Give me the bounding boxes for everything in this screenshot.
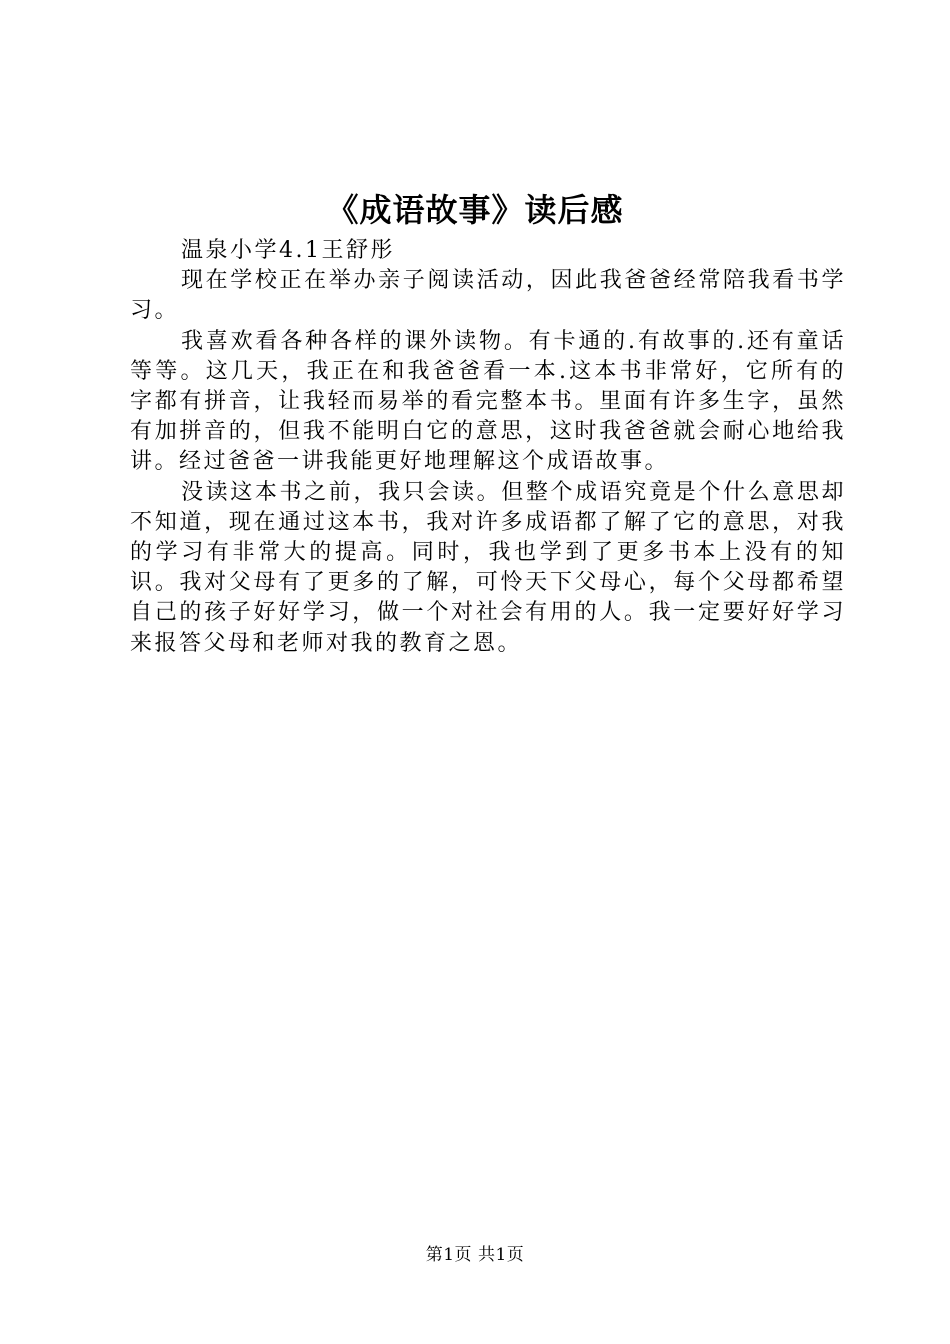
paragraph-1: 现在学校正在举办亲子阅读活动，因此我爸爸经常陪我看书学习。 <box>130 268 846 324</box>
paragraph-2: 我喜欢看各种各样的课外读物。有卡通的.有故事的.还有童话等等。这几天，我正在和我爸爸看一本.这本书非常好，它所有的字都有拼音，让我轻而易举的看完整本书。里面有许多生字，虽然有加拼音的，但我不能明白它的意思，这时我爸爸就会耐心地给我讲。经过爸爸一讲我能更好地理解这个成语故事。 <box>130 328 846 475</box>
document-title: 《成语故事》读后感 <box>326 191 624 229</box>
author-line: 温泉小学4.1王舒彤 <box>181 238 395 263</box>
paragraph-3: 没读这本书之前，我只会读。但整个成语究竟是个什么意思却不知道，现在通过这本书，我对许多成语都了解了它的意思，对我的学习有非常大的提高。同时，我也学到了更多书本上没有的知识。我对父母有了更多的了解，可怜天下父母心，每个父母都希望自己的孩子好好学习，做一个对社会有用的人。我一定要好好学习来报答父母和老师对我的教育之恩。 <box>130 479 846 656</box>
page-footer: 第1页 共1页 <box>425 1245 525 1265</box>
document-body <box>130 236 846 659</box>
